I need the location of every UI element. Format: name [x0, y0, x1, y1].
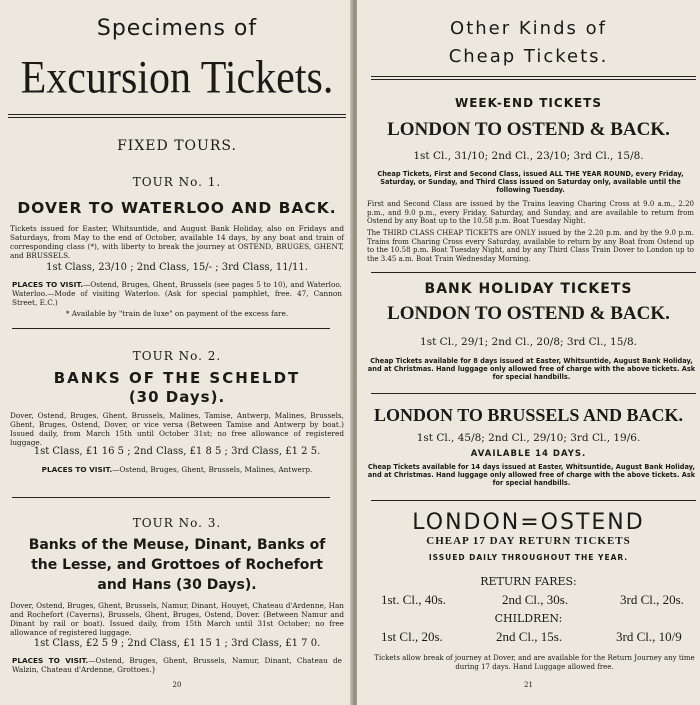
right-title-line2: Cheap Tickets. — [448, 46, 609, 67]
right-page — [357, 0, 700, 705]
weekend-label: WEEK-END TICKETS — [454, 96, 603, 110]
tour3-heading3: and Hans (30 Days). — [97, 577, 257, 593]
child-fare-3rd: 3rd Cl., 10/9 — [616, 629, 682, 644]
bank-holiday-note: Cheap Tickets available for 8 days issued at Easter, Whitsuntide, August Bank Holiday, and at Christmas. Hand luggage only allowed free of charge with the above tickets. Ask for special handbills. — [367, 357, 696, 381]
divider — [12, 328, 330, 329]
tour2-label: TOUR No. 2. — [132, 349, 222, 363]
weekend-fares: 1st Cl., 31/10; 2nd Cl., 23/10; 3rd Cl., 15/8. — [413, 150, 644, 162]
divider — [371, 272, 696, 273]
weekend-para1: First and Second Class are issued by the Trains leaving Charing Cross at 9.0 a.m., 2.20 p.m., and 9.0 p.m., every Friday, Saturday, and Sunday, and are available to return from Ostend by any Boat up to the 10.58 p.m. Boat Tuesday Night. — [367, 200, 694, 225]
tour1-note: * Available by "train de luxe" on payment of the excess fare. — [65, 309, 289, 318]
tour1-places — [12, 280, 342, 307]
tour3-places — [12, 656, 342, 674]
ostend17-return-label: RETURN FARES: — [480, 575, 577, 588]
tour1-label: TOUR No. 1. — [132, 175, 222, 189]
tour3-label: TOUR No. 3. — [132, 516, 222, 530]
ostend17-sub: CHEAP 17 DAY RETURN TICKETS — [426, 535, 631, 547]
tour2-places — [0, 465, 354, 474]
ostend17-children-label: CHILDREN: — [494, 612, 563, 625]
tour3-heading1: Banks of the Meuse, Dinant, Banks of — [28, 537, 326, 553]
divider — [371, 500, 696, 501]
tour3-fares: 1st Class, £2 5 9 ; 2nd Class, £1 15 1 ; 3rd Class, £1 7 0. — [33, 638, 321, 649]
weekend-heading: LONDON TO OSTEND & BACK. — [387, 119, 670, 140]
brussels-note: Cheap Tickets available for 14 days issued at Easter, Whitsuntide, August Bank Holiday, and at Christmas. Hand luggage only allowed free of charge with the above tickets. Ask for special handbills. — [367, 463, 696, 487]
fixed-tours-heading: FIXED TOURS. — [117, 138, 237, 154]
tour2-places-text: —Ostend, Bruges, Ghent, Brussels, Malines, Antwerp. — [112, 465, 313, 474]
return-fare-2nd: 2nd Cl., 30s. — [502, 592, 569, 607]
divider — [371, 76, 696, 80]
brussels-fares: 1st Cl., 45/8; 2nd Cl., 29/10; 3rd Cl., 19/6. — [416, 432, 641, 444]
weekend-bold-note: Cheap Tickets, First and Second Class, issued ALL THE YEAR ROUND, every Friday, Saturday, or Sunday, and Third Class issued on Saturday only, available until the following Tuesday. — [377, 170, 684, 194]
divider — [371, 393, 696, 394]
brussels-available: AVAILABLE 14 DAYS. — [470, 449, 587, 459]
tour1-heading: DOVER TO WATERLOO AND BACK. — [17, 199, 337, 217]
tour1-fares: 1st Class, 23/10 ; 2nd Class, 15/- ; 3rd Class, 11/11. — [46, 262, 308, 273]
bank-holiday-label: BANK HOLIDAY TICKETS — [424, 281, 633, 297]
left-page-number: 20 — [172, 681, 182, 689]
tour3-heading2: the Lesse, and Grottoes of Rochefort — [31, 557, 323, 573]
divider — [8, 114, 346, 118]
right-title-line1: Other Kinds of — [450, 18, 607, 39]
tour3-description: Dover, Ostend, Bruges, Ghent, Brussels, Namur, Dinant, Houyet, Chateau d'Ardenne, Han and Rochefort (Caverns), Brussels, Ghent, Bruges, Ostend, Dover. (Between Namur and Dinant by rail or boat). Issued daily, from 15th March until 31st October; no free allowance of registered luggage. — [10, 601, 344, 637]
child-fare-2nd: 2nd Cl., 15s. — [496, 629, 563, 644]
ostend17-note: Tickets allow break of journey at Dover, and are available for the Return Journey any time during 17 days. Hand Luggage allowed free. — [374, 654, 695, 671]
left-title-line2: Excursion Tickets. — [20, 52, 334, 104]
ostend17-issued: ISSUED DAILY THROUGHOUT THE YEAR. — [428, 553, 629, 562]
tour2-places-label: PLACES TO VISIT. — [41, 465, 113, 474]
child-fare-1st: 1st Cl., 20s. — [381, 629, 443, 644]
tour1-places-label: PLACES TO VISIT. — [12, 280, 83, 289]
divider — [12, 497, 330, 498]
tour1-places-text: —Ostend, Bruges, Ghent, Brussels (see pages 5 to 10), and Waterloo. Waterloo.—Mode of visiting Waterloo. (Ask for special pamphlet, free. 47, Cannon Street, E.C.) — [12, 280, 342, 307]
bank-holiday-heading: LONDON TO OSTEND & BACK. — [387, 303, 670, 324]
weekend-para2: The THIRD CLASS CHEAP TICKETS are ONLY issued by the 2.20 p.m. and by the 9.0 p.m. Trains from Charing Cross every Saturday, available to return by any Boat from Ostend up to the 10.58 p.m. Boat Tuesday Night, and by any Third Class Train Dover to London up to the 3.45 a.m. Boat Train Wednesday Morning. — [367, 229, 694, 263]
right-page-number: 21 — [524, 681, 533, 689]
return-fare-1st: 1st. Cl., 40s. — [381, 592, 447, 607]
ostend17-heading: LONDON=OSTEND — [412, 510, 645, 535]
brussels-heading: LONDON TO BRUSSELS AND BACK. — [374, 405, 683, 425]
tour2-heading1: BANKS OF THE SCHELDT — [53, 369, 301, 387]
tour2-fares: 1st Class, £1 16 5 ; 2nd Class, £1 8 5 ; 3rd Class, £1 2 5. — [33, 446, 321, 457]
return-fare-3rd: 3rd Cl., 20s. — [620, 592, 684, 607]
tour2-heading2: (30 Days). — [128, 388, 226, 406]
tour3-places-label: PLACES TO VISIT. — [12, 656, 89, 665]
tour3-places-text: —Ostend, Bruges, Ghent, Brussels, Namur, Dinant, Chateau de Walzin, Chateau d'Ardenne, Grottoes.} — [12, 656, 342, 674]
bank-holiday-fares: 1st Cl., 29/1; 2nd Cl., 20/8; 3rd Cl., 15/8. — [420, 336, 637, 348]
tour1-description: Tickets issued for Easter, Whitsuntide, and August Bank Holiday, also on Fridays and Saturdays, from May to the end of October, available 14 days, by any boat and train of corresponding class (*), with liberty to break the journey at OSTEND, BRUGES, GHENT, and BRUSSELS. — [10, 224, 344, 260]
left-title-line1: Specimens of — [96, 16, 258, 41]
tour2-description: Dover, Ostend, Bruges, Ghent, Brussels, Malines, Tamise, Antwerp, Malines, Brussels, Ghent, Bruges, Ostend, Dover, or vice versa (Between Tamise and Antwerp by boat.) Issued daily, from March 15th until October 31st; no free allowance of registered luggage. — [10, 411, 344, 447]
